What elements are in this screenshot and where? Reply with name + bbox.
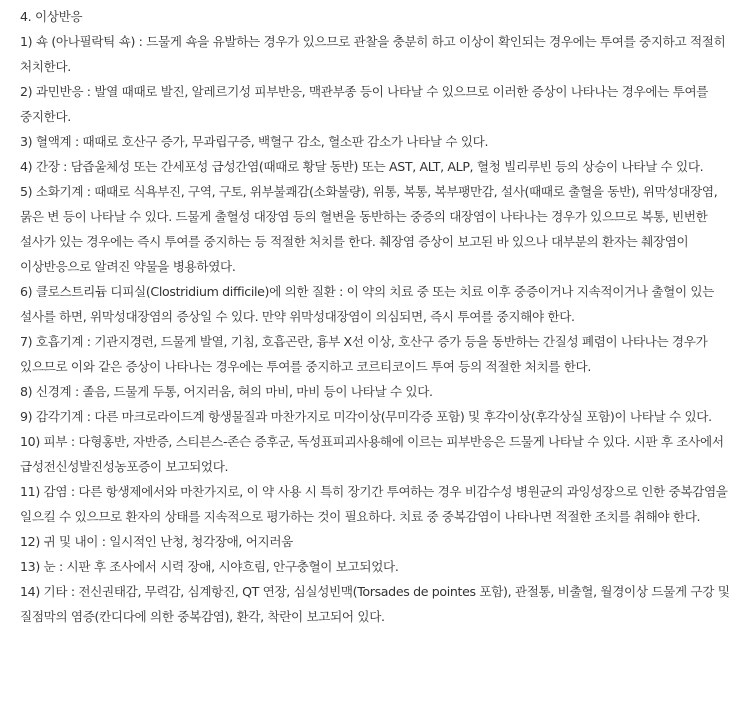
list-item-10: 10) 피부 : 다형홍반, 자반증, 스티븐스-존슨 증후군, 독성표피괴사용해에 이르는 피부반응은 드물게 나타날 수 있다. 시판 후 조사에서 급성전신성발진성농포증이 보고되었다. bbox=[20, 434, 724, 474]
list-item-1: 1) 쇽 (아나필락틱 쇽) : 드물게 쇽을 유발하는 경우가 있으므로 관찰을 충분히 하고 이상이 확인되는 경우에는 투여를 중지하고 적절히 처치한다. bbox=[20, 34, 726, 74]
list-item-8: 8) 신경계 : 졸음, 드물게 두통, 어지러움, 혀의 마비, 마비 등이 나타날 수 있다. bbox=[20, 384, 433, 399]
list-item-11: 11) 감염 : 다른 항생제에서와 마찬가지로, 이 약 사용 시 특히 장기간 투여하는 경우 비감수성 병원균의 과잉성장으로 인한 중복감염을 일으킬 수 있으므로 환자의 상태를 지속적으로 평가하는 것이 필요하다. 치료 중 중복감염이 나타나면 적절한 조치를 취해야 한다. bbox=[20, 484, 728, 524]
list-item-5: 5) 소화기계 : 때때로 식욕부진, 구역, 구토, 위부불쾌감(소화불량), 위통, 복통, 복부팽만감, 설사(때때로 출혈을 동반), 위막성대장염, 묽은 변 등이 나타날 수 있다. 드물게 출혈성 대장염 등의 혈변을 동반하는 중증의 대장염이 나타나는 경우가 있으므로 복통, 빈번한 설사가 있는 경우에는 즉시 투여를 중지하는 등 적절한 처치를 한다. 췌장염 증상이 보고된 바 있으나 대부분의 환자는 췌장염이 이상반응으로 알려진 약물을 병용하였다. bbox=[20, 184, 718, 274]
list-item-3: 3) 혈액계 : 때때로 호산구 증가, 무과립구증, 백혈구 감소, 혈소판 감소가 나타날 수 있다. bbox=[20, 134, 489, 149]
section-heading: 4. 이상반응 bbox=[20, 9, 83, 24]
list-item-6: 6) 클로스트리듐 디피실(Clostridium difficile)에 의한 질환 : 이 약의 치료 중 또는 치료 이후 중증이거나 지속적이거나 출혈이 있는 설사를 하면, 위막성대장염의 증상일 수 있다. 만약 위막성대장염이 의심되면, 즉시 투여를 중지해야 한다. bbox=[20, 284, 715, 324]
list-item-7: 7) 호흡기계 : 기관지경련, 드물게 발열, 기침, 호흡곤란, 흉부 X선 이상, 호산구 증가 등을 동반하는 간질성 폐렴이 나타나는 경우가 있으므로 이와 같은 증상이 나타나는 경우에는 투여를 중지하고 코르티코이드 투여 등의 적절한 처치를 한다. bbox=[20, 334, 708, 374]
list-item-4: 4) 간장 : 담즙울체성 또는 간세포성 급성간염(때때로 황달 동반) 또는 AST, ALT, ALP, 혈청 빌리루빈 등의 상승이 나타날 수 있다. bbox=[20, 159, 704, 174]
list-item-14: 14) 기타 : 전신권태감, 무력감, 심계항진, QT 연장, 심실성빈맥(Torsades de pointes 포함), 관절통, 비출혈, 월경이상 드물게 구강 및 질점막의 염증(칸디다에 의한 중복감염), 환각, 착란이 보고되어 있다. bbox=[20, 584, 730, 624]
list-item-2: 2) 과민반응 : 발열 때때로 발진, 알레르기성 피부반응, 맥관부종 등이 나타날 수 있으므로 이러한 증상이 나타나는 경우에는 투여를 중지한다. bbox=[20, 84, 709, 124]
list-item-13: 13) 눈 : 시판 후 조사에서 시력 장애, 시야흐림, 안구충혈이 보고되었다. bbox=[20, 559, 399, 574]
list-item-12: 12) 귀 및 내이 : 일시적인 난청, 청각장애, 어지러움 bbox=[20, 534, 293, 549]
list-item-9: 9) 감각기계 : 다른 마크로라이드계 항생물질과 마찬가지로 미각이상(무미각증 포함) 및 후각이상(후각상실 포함)이 나타날 수 있다. bbox=[20, 409, 712, 424]
